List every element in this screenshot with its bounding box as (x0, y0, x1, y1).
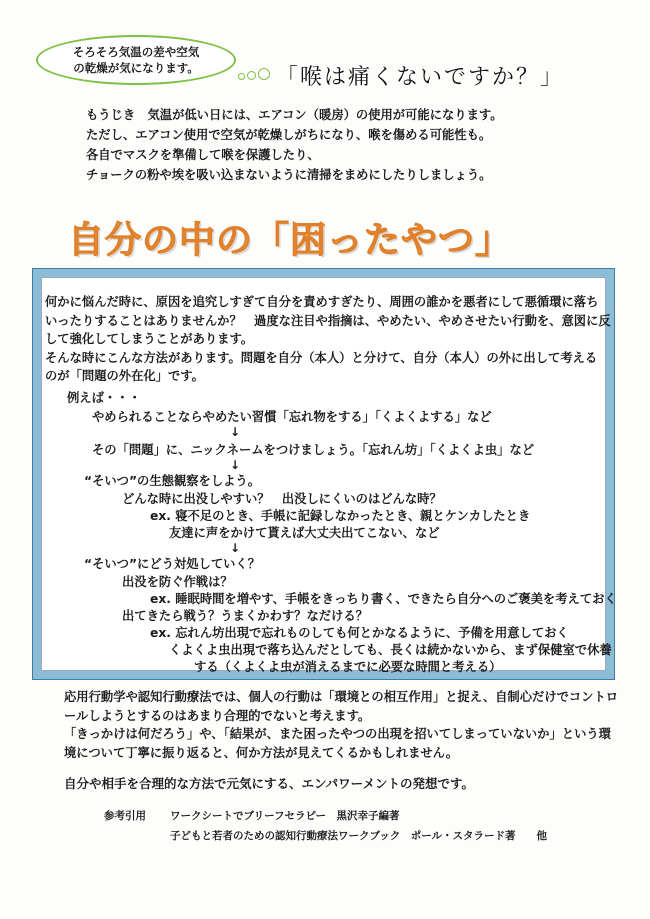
reference-1: ワークシートでブリーフセラピー 黒沢幸子編著 (170, 810, 400, 822)
example-intro: 例えば・・・ (67, 391, 141, 405)
example-step-4: “そいつ”にどう対処していく？ (84, 557, 261, 571)
conclusion: 自分や相手を合理的な方法で元気にする、エンパワーメントの発想です。 (64, 776, 475, 791)
outro-line: 応用行動学や認知行動療法では、個人の行動は「環境との相互作用」と捉え、自制心だけでコントロ (64, 690, 619, 704)
speech-bubble (36, 35, 236, 85)
example-step-4e: くよくよ虫出現で落ち込んだとしても、長くは続かないから、まず保健室で休養 (169, 643, 612, 657)
intro-line: 各自でマスクを準備して喉を保護したり、 (86, 148, 320, 162)
example-step-4d: ex. 忘れん坊出現で忘れものしても何とかなるように、予備を用意しておく (150, 626, 569, 640)
outro-line: 「きっかけは何だろう」や、「結果が、また困ったやつの出現を招いてしまっていないか」という環 (64, 727, 611, 741)
down-arrow-icon: ↓ (230, 541, 241, 555)
intro-line: ただし、エアコン使用で空気が乾燥しがちになり、喉を傷める可能性も。 (86, 128, 492, 142)
example-step-1: やめられることならやめたい習慣「忘れ物をする」「くよくよする」など (92, 410, 492, 424)
box-paragraph (45, 293, 611, 386)
example-step-3c: 友達に声をかけて貰えば大丈夫出てこない、など (169, 526, 440, 540)
example-step-4a: 出没を防ぐ作戦は？ (122, 575, 233, 589)
down-arrow-icon: ↓ (230, 458, 241, 472)
intro-line: チョークの粉や埃を吸い込まないように清掃をまめにしたりしましょう。 (86, 168, 492, 182)
paragraph-line: そんな時にこんな方法があります。問題を自分（本人）と分けて、自分（本人）の外に出して考える (45, 350, 598, 365)
paragraph-line: いったりすることはありませんか？ 過度な注目や指摘は、やめたい、やめさせたい行動を、意図に反 (45, 313, 611, 328)
page-title: 自分の中の「困ったやつ」 (68, 220, 513, 261)
outro-line: 境について丁寧に振り返ると、何か方法が見えてくるかもしれません。 (64, 745, 458, 760)
outro-line: ールしようとするのはあまり合理的でないと考えます。 (64, 708, 371, 723)
paragraph-line: して強化してしまうことがあります。 (45, 332, 254, 346)
example-step-3: “そいつ”の生態観察をしよう。 (84, 474, 261, 488)
example-step-4f: する（くよくよ虫が消えるまでに必要な時間と考える） (194, 660, 502, 674)
reference-2: 子どもと若者のための認知行動療法ワークブック ポール・スタラード著 他 (170, 830, 548, 842)
paragraph-line: のが「問題の外在化」です。 (45, 369, 204, 383)
paragraph-line: 何かに悩んだ時に、原因を追究しすぎて自分を責めすぎたり、周囲の誰かを悪者にして悪循環に落ち (45, 295, 599, 309)
references-label: 参考引用 (104, 810, 146, 822)
example-step-2: その「問題」に、ニックネームをつけましょう。「忘れん坊」「くよくよ虫」など (92, 443, 535, 457)
down-arrow-icon: ↓ (230, 425, 241, 439)
intro-text (86, 105, 503, 185)
throat-heading: 「喉は痛くないですか？」 (276, 65, 565, 90)
intro-line: もうじき 気温が低い日には、エアコン（暖房）の使用が可能になります。 (86, 108, 503, 122)
bubble-line-1: そろそろ気温の差や空気 (72, 45, 200, 59)
example-step-4b: ex. 睡眠時間を増やす、手帳をきっちり書く、できたら自分へのご褒美を考えておく (150, 592, 617, 606)
bubble-line-2: の乾燥が気になります。 (73, 61, 199, 75)
example-step-4c: 出てきたら戦う？うまくかわす？なだける？ (122, 609, 368, 623)
outro-text (64, 688, 618, 762)
example-step-3a: どんな時に出没しやすい？ 出没しにくいのはどんな時？ (122, 492, 442, 506)
example-step-3b: ex. 寝不足のとき、手帳に記録しなかったとき、親とケンカしたとき (150, 509, 531, 523)
